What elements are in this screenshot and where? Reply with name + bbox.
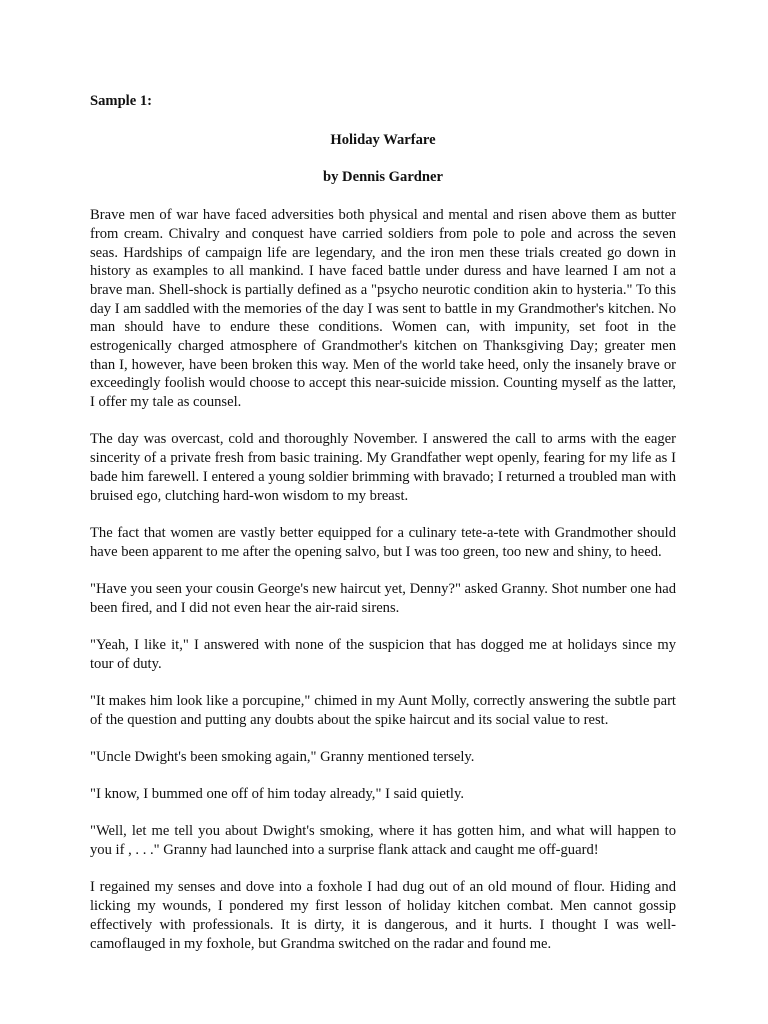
paragraph-8: "I know, I bummed one off of him today already," I said quietly. (90, 786, 464, 803)
paragraph-3: The fact that women are vastly better equipped for a culinary tete-a-tete with Grandmother should have been apparent to me after the opening salvo, but I was too green, too new and shiny, to heed. (90, 524, 676, 560)
paragraph-2: The day was overcast, cold and thoroughly November. I answered the call to arms with the eager sincerity of a private fresh from basic training. My Grandfather wept openly, fearing for my life as I bade him farewell. I entered a young soldier brimming with bravado; I returned a troubled man with bruised ego, clutching hard-won wisdom to my breast. (90, 431, 676, 504)
essay-title: Holiday Warfare (330, 131, 436, 148)
paragraph-7: "Uncle Dwight's been smoking again," Granny mentioned tersely. (90, 748, 475, 765)
paragraph-6: "It makes him look like a porcupine," chimed in my Aunt Molly, correctly answering the subtle part of the question and putting any doubts about the spike haircut and its social value to rest. (90, 692, 676, 728)
paragraph-10: I regained my senses and dove into a foxhole I had dug out of an old mound of flour. Hiding and licking my wounds, I pondered my first lesson of holiday kitchen combat. Men cannot gossip effectively with professionals. It is dirty, it is dangerous, and it hurts. I thought I was well-camoflauged in my foxhole, but Grandma switched on the radar and found me. (90, 879, 676, 952)
paragraph-4: "Have you seen your cousin George's new haircut yet, Denny?" asked Granny. Shot number one had been fired, and I did not even hear the air-raid sirens. (90, 580, 676, 616)
document-page (90, 92, 676, 972)
sample-label: Sample 1: (90, 93, 153, 109)
paragraph-5: "Yeah, I like it," I answered with none of the suspicion that has dogged me at holidays since my tour of duty. (90, 636, 676, 672)
paragraph-9: "Well, let me tell you about Dwight's smoking, where it has gotten him, and what will happen to you if , . . ." Granny had launched into a surprise flank attack and caught me off-guard! (90, 823, 676, 859)
essay-byline: by Dennis Gardner (322, 169, 443, 186)
paragraph-1: Brave men of war have faced adversities both physical and mental and risen above them as butter from cream. Chivalry and conquest have carried soldiers from pole to pole and across the seven seas. Hardships of campaign life are legendary, and the iron men these trials created go down in history as examples to all mankind. I have faced battle under duress and have learned I am not a brave man. Shell-shock is partially defined as a "psycho neurotic condition akin to hysteria." To this day I am saddled with the memories of the day I was sent to battle in my Grandmother's kitchen. No man should have to endure these conditions. Women can, with impunity, set foot in the estrogenically charged atmosphere of Grandmother's kitchen on Thanksgiving Day; greater men than I, however, have been broken this way. Men of the world take heed, only the insanely brave or exceedingly foolish would choose to accept this near-suicide mission. Counting myself as the latter, I offer my tale as counsel. (90, 207, 676, 411)
